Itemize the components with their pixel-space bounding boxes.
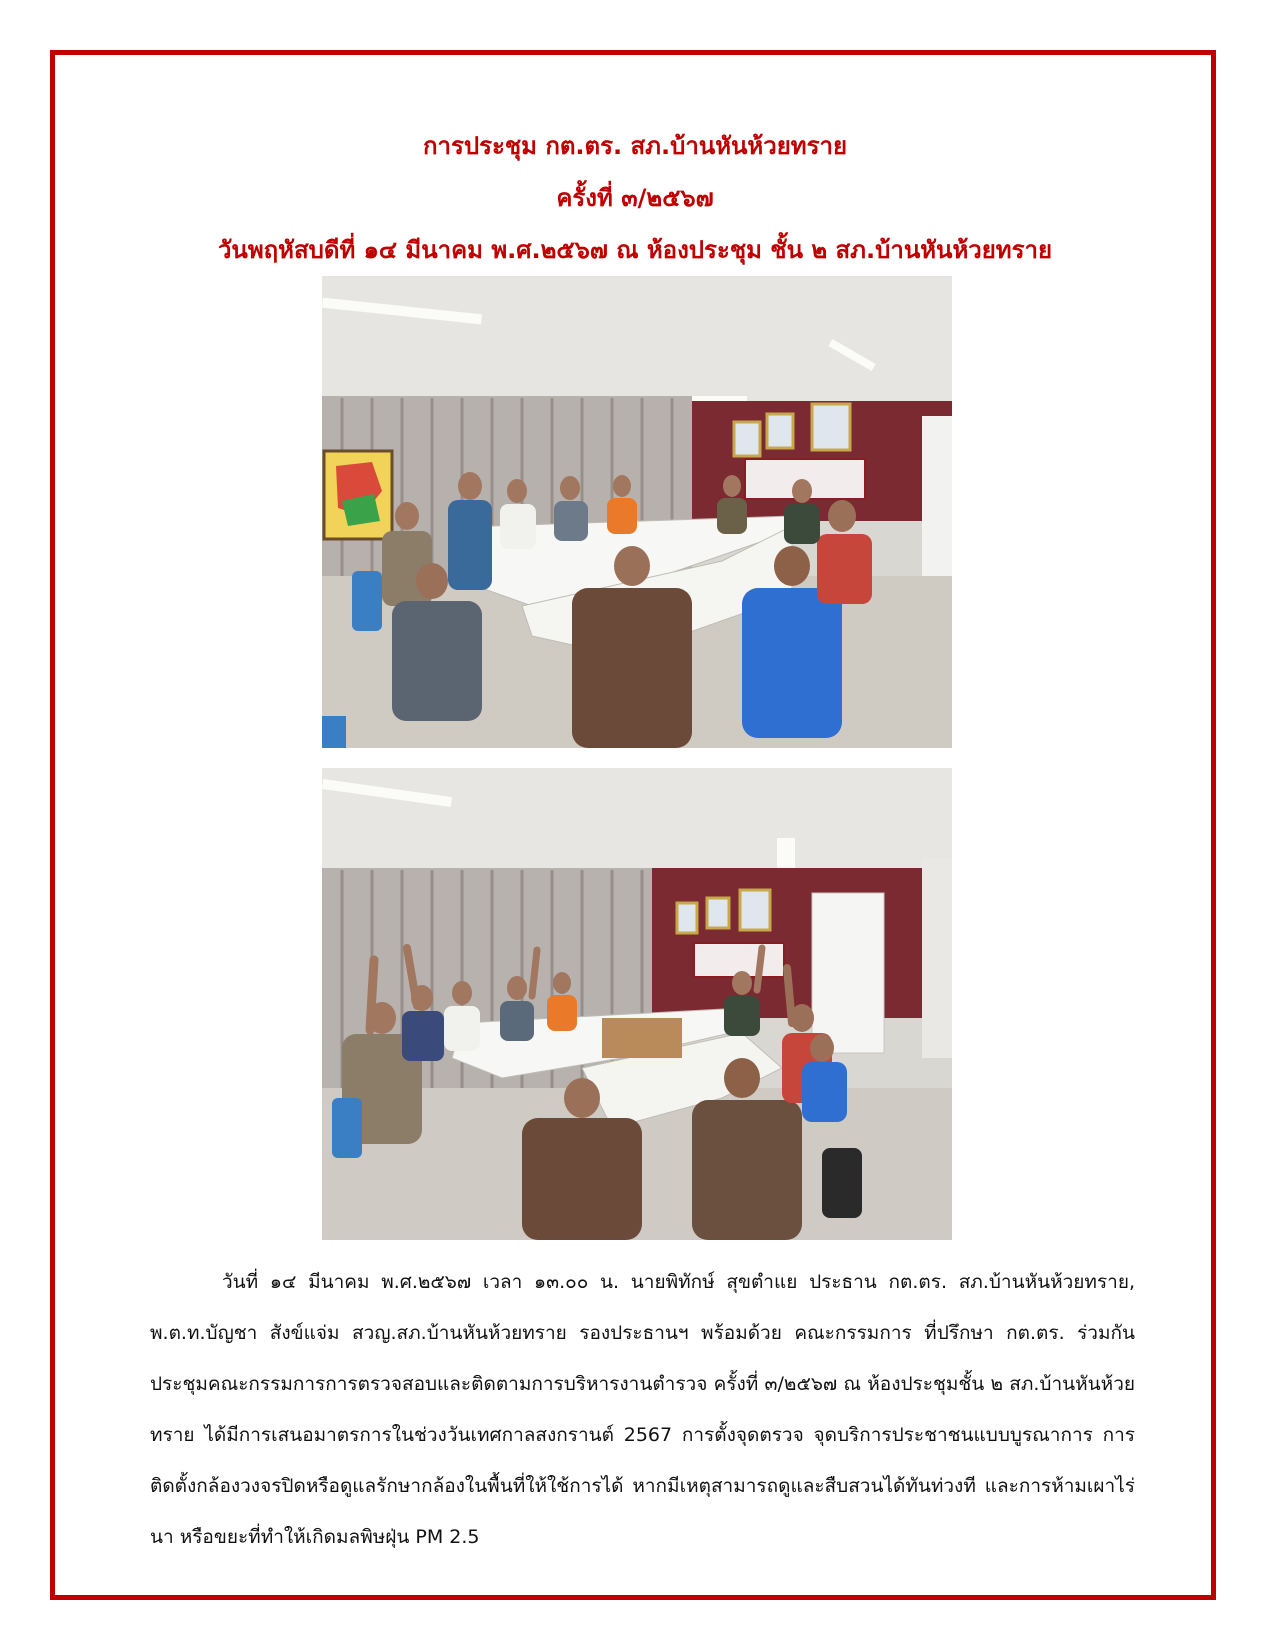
meeting-photo-2 [322, 768, 952, 1240]
meeting-title: การประชุม กต.ตร. สภ.บ้านหันห้วยทราย [422, 132, 848, 160]
title-block [60, 120, 1210, 276]
meeting-photo-1-image [322, 276, 952, 748]
meeting-summary-paragraph: วันที่ ๑๔ มีนาคม พ.ศ.๒๕๖๗ เวลา ๑๓.๐๐ น. นายพิทักษ์ สุขตำแย ประธาน กต.ตร. สภ.บ้านหันห้วยทราย, พ.ต.ท.บัญชา สังข์แจ่ม สวญ.สภ.บ้านหันห้วยทราย รองประธานฯ พร้อมด้วย คณะกรรมการ ที่ปรึกษา กต.ตร. ร่วมกันประชุมคณะกรรมการการตรวจสอบและติดตามการบริหารงานตำรวจ ครั้งที่ ๓/๒๕๖๗ ณ ห้องประชุมชั้น ๒ สภ.บ้านหันห้วยทราย ได้มีการเสนอมาตรการในช่วงวันเทศกาลสงกรานต์ 2567 การตั้งจุดตรวจ จุดบริการประชาชนแบบบูรณาการ การติดตั้งกล้องวงจรปิดหรือดูแลรักษากล้องในพื้นที่ให้ใช้การได้ หากมีเหตุสามารถดูและสืบสวนได้ทันท่วงที และการห้ามเผาไร่ นา หรือขยะที่ทำให้เกิดมลพิษฝุ่น PM 2.5 [150, 1271, 1135, 1548]
meeting-number: ครั้งที่ ๓/๒๕๖๗ [556, 184, 714, 212]
meeting-photo-2-image [322, 768, 952, 1240]
meeting-date-location: วันพฤหัสบดีที่ ๑๔ มีนาคม พ.ศ.๒๕๖๗ ณ ห้องประชุม ชั้น ๒ สภ.บ้านหันห้วยทราย [217, 236, 1053, 264]
meeting-photo-1 [322, 276, 952, 748]
